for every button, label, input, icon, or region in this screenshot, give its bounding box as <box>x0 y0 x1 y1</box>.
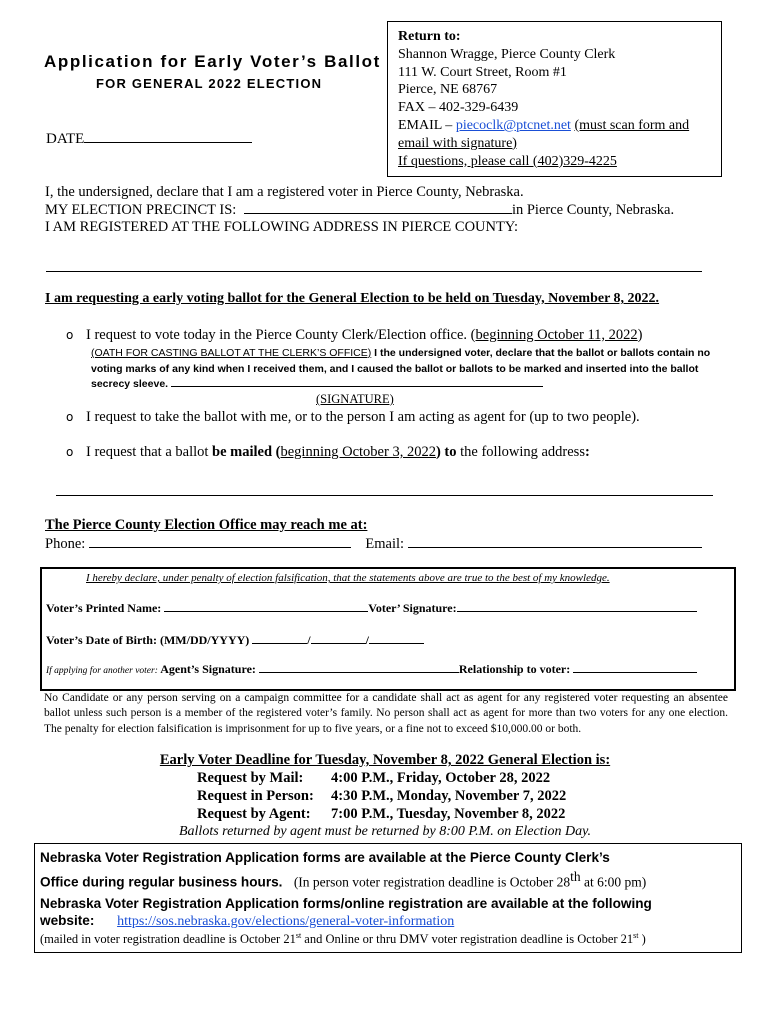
relationship-field[interactable] <box>573 672 697 673</box>
date-line[interactable] <box>84 142 252 143</box>
declaration-line1: I, the undersigned, declare that I am a registered voter in Pierce County, Nebraska. <box>45 184 524 200</box>
dob-day-field[interactable] <box>311 643 366 644</box>
precinct-row: MY ELECTION PRECINCT IS: in Pierce County, Nebraska. <box>45 201 675 218</box>
deadline-agent: Request by Agent: 7:00 P.M., Tuesday, November 8, 2022 <box>197 806 566 822</box>
contact-block <box>45 516 702 554</box>
deadline-person: Request in Person: 4:30 P.M., Monday, November 7, 2022 <box>197 788 567 804</box>
precinct-field[interactable] <box>244 213 512 214</box>
oath-text: (OATH FOR CASTING BALLOT AT THE CLERK’S OFFICE) I the undersigned voter, declare that the ballot or ballots contain no voting marks of any kind when I received them, and I caused the ballot or ballots to be marked and inserted into the ballot secrecy sleeve. <box>91 347 711 390</box>
date-label: DATE <box>46 131 85 147</box>
printed-name-field[interactable] <box>164 611 368 612</box>
clerk-street: 111 W. Court Street, Room #1 <box>398 64 567 80</box>
registration-website: website: https://sos.nebraska.gov/elections/general-voter-information <box>40 913 455 929</box>
declaration-block <box>45 184 674 237</box>
deadline-mail: Request by Mail: 4:00 P.M., Friday, October 28, 2022 <box>197 770 551 786</box>
phone-field[interactable] <box>89 547 351 548</box>
option-take-ballot[interactable]: o I request to take the ballot with me, or to the person I am acting as agent for (up to two people). <box>66 409 640 425</box>
mail-address-line[interactable] <box>56 495 713 496</box>
printed-name-row: Voter’s Printed Name: Voter’ Signature: <box>46 601 697 616</box>
dob-month-field[interactable] <box>252 643 307 644</box>
oath-signature-line[interactable] <box>171 386 543 387</box>
return-to-box <box>387 21 722 177</box>
website-link[interactable]: https://sos.nebraska.gov/elections/general-voter-information <box>117 914 455 929</box>
form-title: Application for Early Voter’s Ballot <box>44 52 381 71</box>
agent-signature-field[interactable] <box>259 672 459 673</box>
option-mail-ballot[interactable]: o I request that a ballot be mailed (beginning October 3, 2022) to the following address: <box>66 444 590 460</box>
option-checkbox[interactable]: o <box>66 410 74 424</box>
agent-notice: No Candidate or any person serving on a campaign committee for a candidate shall act as agent for any registered voter requesting an absentee ballot unless such person is a member of the registered voter’s family. No person shall act as agent for more than two voters for any one election. The penalty for election falsification is imprisonment for up to five years, or a fine not to exceed $10,000.00 or both. <box>44 692 728 735</box>
contact-row: Phone: Email: <box>45 535 702 554</box>
attestation-statement: I hereby declare, under penalty of election falsification, that the statements above are true to the best of my knowledge. <box>86 572 610 584</box>
clerk-email-link[interactable]: piecoclk@ptcnet.net <box>455 117 571 133</box>
form-subtitle: FOR GENERAL 2022 ELECTION <box>96 76 323 91</box>
address-label: I AM REGISTERED AT THE FOLLOWING ADDRESS IN PIERCE COUNTY: <box>45 219 519 235</box>
dob-row: Voter’s Date of Birth: (MM/DD/YYYY) / / <box>46 633 424 648</box>
signature-caption: (SIGNATURE) <box>316 392 394 406</box>
address-field-line[interactable] <box>46 271 702 272</box>
date-field[interactable] <box>46 131 252 148</box>
registration-line2: Office during regular business hours. (In person voter registration deadline is October 28th at 6:00 pm) <box>40 869 647 890</box>
return-heading: Return to: <box>398 29 461 44</box>
clerk-email-line: EMAIL – piecoclk@ptcnet.net (must scan form and <box>398 117 690 133</box>
voter-signature-field[interactable] <box>457 611 697 612</box>
dob-year-field[interactable] <box>369 643 424 644</box>
deadline-heading: Early Voter Deadline for Tuesday, November 8, 2022 General Election is: <box>159 752 611 768</box>
clerk-email-note: email with signature) <box>398 135 517 151</box>
contact-heading: The Pierce County Election Office may reach me at: <box>45 517 368 533</box>
registration-footer: (mailed in voter registration deadline is October 21st and Online or thru DMV voter registration deadline is October 21st ) <box>40 931 646 947</box>
ballots-return-note: Ballots returned by agent must be returned by 8:00 P.M. on Election Day. <box>178 824 592 839</box>
email-field[interactable] <box>408 547 702 548</box>
request-heading: I am requesting a early voting ballot for the General Election to be held on Tuesday, November 8, 2022. <box>45 291 660 306</box>
clerk-name: Shannon Wragge, Pierce County Clerk <box>398 46 616 62</box>
option-vote-today[interactable]: o I request to vote today in the Pierce County Clerk/Election office. (beginning October 11, 2022) <box>66 327 643 343</box>
agent-row: If applying for another voter: Agent’s Signature: Relationship to voter: <box>46 662 697 677</box>
clerk-questions: If questions, please call (402)329-4225 <box>398 153 617 169</box>
registration-line3: Nebraska Voter Registration Application forms/online registration are available at the following <box>40 896 652 911</box>
option-checkbox[interactable]: o <box>66 328 74 342</box>
registration-line1: Nebraska Voter Registration Application forms are available at the Pierce County Clerk’s <box>40 850 610 865</box>
option-checkbox[interactable]: o <box>66 445 74 459</box>
clerk-fax: FAX – 402-329-6439 <box>398 100 519 116</box>
clerk-city: Pierce, NE 68767 <box>398 82 498 98</box>
